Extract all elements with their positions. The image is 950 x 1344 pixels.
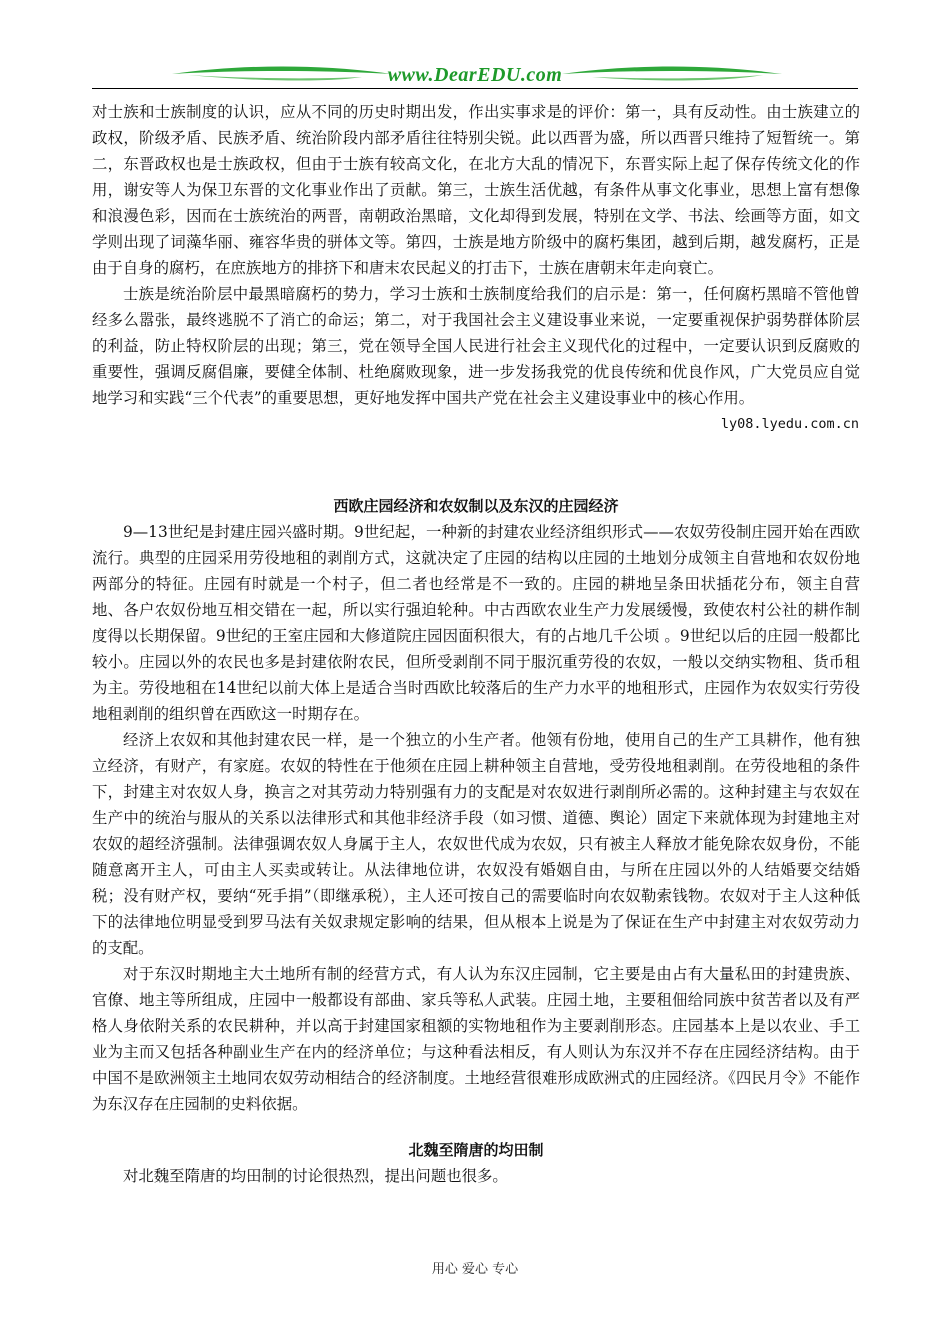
paragraph: 9—13世纪是封建庄园兴盛时期。9世纪起，一种新的封建农业经济组织形式——农奴劳役制庄园开始在西欧流行。典型的庄园采用劳役地租的剥削方式，这就决定了庄园的结构以庄园的土地划分成领主自营地和农奴份地两部分的特征。庄园有时就是一个村子，但二者也经常是不一致的。庄园的耕地呈条田状插花分布，领主自营地、各户农奴份地互相交错在一起，所以实行强迫轮种。中古西欧农业生产力发展缓慢，致使农村公社的耕作制度得以长期保留。9世纪的王室庄园和大修道院庄园因面积很大，有的占地几千公顷 。9世纪以后的庄园一般都比较小。庄园以外的农民也多是封建依附农民，但所受剥削不同于服沉重劳役的农奴，一般以交纳实物租、货币租为主。劳役地租在14世纪以前大体上是适合当时西欧比较落后的生产力水平的地租形式，庄园作为农奴实行劳役地租剥削的组织曾在西欧这一时期存在。: [92, 523, 860, 723]
header-divider: [92, 88, 858, 89]
paragraph: 对于东汉时期地主大土地所有制的经营方式，有人认为东汉庄园制，它主要是由占有大量私田的封建贵族、官僚、地主等所组成，庄园中一般都设有部曲、家兵等私人武装。庄园土地，主要租佃给同族中贫苦者以及有严格人身依附关系的农民耕种，并以高于封建国家租额的实物地租作为主要剥削形态。庄园基本上是以农业、手工业为主而又包括各种副业生产在内的经济单位；与这种看法相反，有人则认为东汉并不存在庄园经济结构。由于中国不是欧洲领主土地同农奴劳动相结合的经济制度。土地经营很难形成欧洲式的庄园经济。《四民月令》不能作为东汉存在庄园制的史料依据。: [92, 965, 860, 1113]
section-title: 北魏至隋唐的均田制: [408, 1141, 544, 1159]
document-body: [92, 99, 860, 1189]
paragraph: 对北魏至隋唐的均田制的讨论很热烈，提出问题也很多。: [123, 1167, 508, 1185]
source-credit: ly08.lyedu.com.cn: [720, 416, 859, 432]
page-footer: 用心 爱心 专心: [431, 1262, 519, 1277]
spacer: [92, 437, 860, 493]
site-logo-text[interactable]: www.DearEDU.com: [387, 64, 563, 86]
section-title: 西欧庄园经济和农奴制以及东汉的庄园经济: [333, 497, 619, 515]
paragraph: 对士族和士族制度的认识，应从不同的历史时期出发，作出实事求是的评价：第一，具有反动性。由士族建立的政权，阶级矛盾、民族矛盾、统治阶段内部矛盾往往特别尖锐。此以西晋为盛，所以西晋只维持了短暂统一。第二，东晋政权也是士族政权，但由于士族有较高文化，在北方大乱的情况下，东晋实际上起了保存传统文化的作用，谢安等人为保卫东晋的文化事业作出了贡献。第三，士族生活优越，有条件从事文化事业，思想上富有想像和浪漫色彩，因而在士族统治的两晋，南朝政治黑暗，文化却得到发展，特别在文学、书法、绘画等方面，如文学则出现了词藻华丽、雍容华贵的骈体文等。第四，士族是地方阶级中的腐朽集团，越到后期，越发腐朽，正是由于自身的腐朽，在庶族地方的排挤下和唐末农民起义的打击下，士族在唐朝末年走向衰亡。: [92, 103, 860, 277]
paragraph: 经济上农奴和其他封建农民一样，是一个独立的小生产者。他领有份地，使用自己的生产工具耕作，他有独立经济，有财产，有家庭。农奴的特性在于他须在庄园上耕种领主自营地，受劳役地租剥削。在劳役地租的条件下，封建主对农奴人身，换言之对其劳动力特别强有力的支配是对农奴进行剥削所必需的。这种封建主与农奴在生产中的统治与服从的关系以法律形式和其他非经济手段（如习惯、道德、舆论）固定下来就体现为封建地主对农奴的超经济强制。法律强调农奴人身属于主人，农奴世代成为农奴，只有被主人释放才能免除农奴身份，不能随意离开主人，可由主人买卖或转让。从法律地位讲，农奴没有婚姻自由，与所在庄园以外的人结婚要交结婚税；没有财产权，要纳“死手捐”（即继承税），主人还可按自己的需要临时向农奴勒索钱物。农奴对于主人这种低下的法律地位明显受到罗马法有关奴隶规定影响的结果，但从根本上说是为了保证在生产中封建主对农奴劳动力的支配。: [92, 731, 860, 957]
page-header: [92, 60, 858, 90]
paragraph: 士族是统治阶层中最黑暗腐朽的势力，学习士族和士族制度给我们的启示是：第一，任何腐朽黑暗不管他曾经多么嚣张，最终逃脱不了消亡的命运；第二，对于我国社会主义建设事业来说，一定要重视保护弱势群体阶层的利益，防止特权阶层的出现；第三，党在领导全国人民进行社会主义现代化的过程中，一定要认识到反腐败的重要性，强调反腐倡廉，要健全体制、杜绝腐败现象，进一步发扬我党的优良传统和优良作风，广大党员应自觉地学习和实践“三个代表”的重要思想，更好地发挥中国共产党在社会主义建设事业中的核心作用。: [92, 285, 860, 407]
spacer: [92, 1117, 860, 1137]
